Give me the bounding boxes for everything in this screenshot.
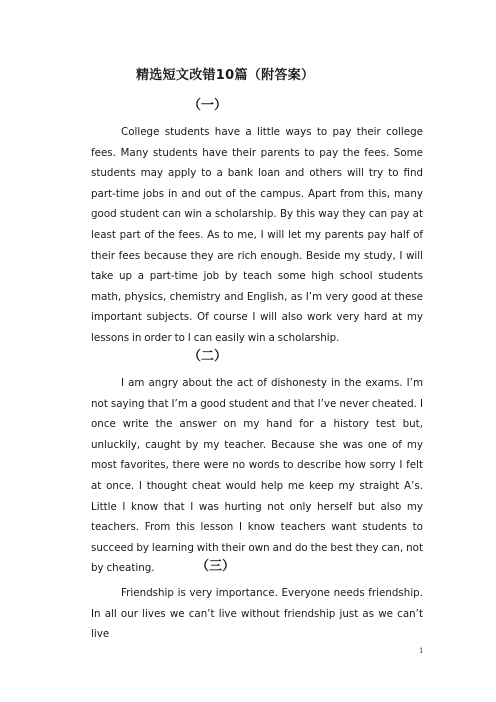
section-paragraph-2: I am angry about the act of dishonesty in the exams. I’m not saying that I’m a good student and that I’ve never cheated. I once write the answer on my hand for a history test but, unluckily, caught by my teacher. Because she was one of my most favorites, there were no words to describe how sorry I felt at once. I thought cheat would help me keep my straight A’s. Little I know that I was hurting not only herself but also my teachers. From this lesson I know teachers want students to succeed by learning with their own and do the best they can, not by cheating. [91, 377, 423, 575]
page-number: 1 [419, 647, 424, 655]
section-heading-1: （一） [188, 98, 228, 113]
section-paragraph-1: College students have a little ways to pay their college fees. Many students have their parents to pay the fees. Some students may apply to a bank loan and others will try to find part-time jobs in and out of the campus. Apart from this, many good student can win a scholarship. By this way they can pay at least part of the fees. As to me, I will let my parents pay half of their fees because they are rich enough. Beside my study, I will take up a part-time job by teach some high school students math, physics, chemistry and English, as I’m very good at these important subjects. Of course I will also work very hard at my lessons in order to I can easily win a scholarship. [91, 126, 423, 344]
section-heading-3: （三） [196, 559, 236, 574]
section-paragraph-3: Friendship is very importance. Everyone needs friendship. In all our lives we can’t live without friendship just as we can’t live [91, 587, 423, 641]
section-heading-2: （二） [188, 349, 228, 364]
document-title: 精选短文改错10篇（附答案） [136, 68, 315, 83]
